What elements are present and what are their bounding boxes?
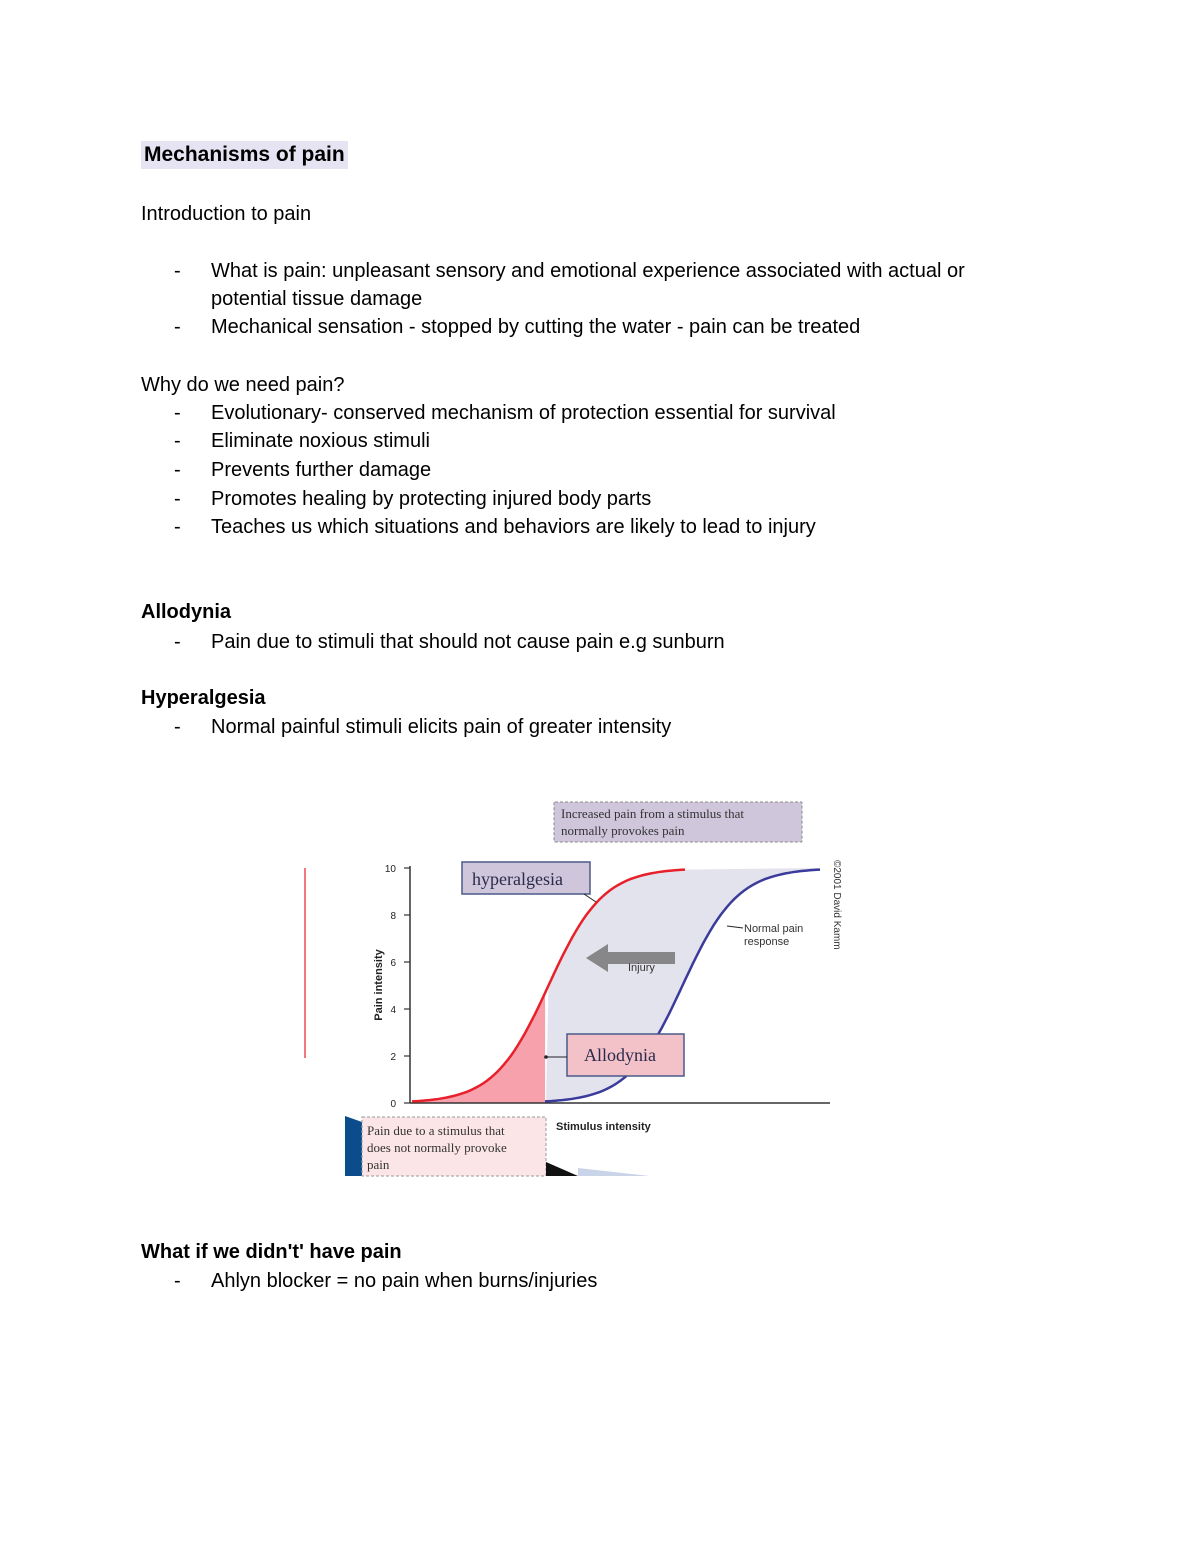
leader-line [727,926,743,928]
allodynia-label: Allodynia [584,1045,656,1065]
copyright: ©2001 David Kamm [831,860,842,950]
callout-bottom-line-1: Pain due to a stimulus that [367,1123,505,1138]
y-tick-label: 0 [390,1099,396,1110]
bullet-dash: - [174,1270,181,1292]
light-wedge [578,1168,650,1176]
injury-label: Injury [628,962,655,974]
normal-label-line-2: response [744,936,790,948]
bullet-dash: - [174,402,181,424]
y-ticks [385,864,410,1110]
list-item: Teaches us which situations and behaviors are likely to lead to injury [211,516,816,538]
bullet-dash: - [174,459,181,481]
y-tick-label: 2 [390,1052,396,1063]
x-axis-title: Stimulus intensity [556,1121,651,1133]
callout-bottom-line-2: does not normally provoke [367,1140,507,1155]
y-tick-label: 4 [390,1005,396,1016]
list-item: Evolutionary- conserved mechanism of protection essential for survival [211,402,836,424]
list-item: potential tissue damage [211,288,423,310]
intro-heading: Introduction to pain [141,203,312,225]
page-title: Mechanisms of pain [141,141,348,169]
bullet-dash: - [174,631,181,653]
list-item: Mechanical sensation - stopped by cutting the water - pain can be treated [211,316,861,338]
hyperalgesia-label: hyperalgesia [472,869,563,889]
bullet-dash: - [174,516,181,538]
dark-wedge [546,1162,578,1176]
list-item: Ahlyn blocker = no pain when burns/injuries [211,1270,598,1292]
pain-response-figure [290,790,860,1185]
callout-top-line-2: normally provokes pain [561,823,685,838]
list-item: Promotes healing by protecting injured body parts [211,488,652,510]
y-axis-title: Pain intensity [373,949,385,1021]
bullet-dash: - [174,316,181,338]
bullet-dash: - [174,260,181,282]
list-item: Eliminate noxious stimuli [211,430,430,452]
leader-line [584,894,596,902]
list-item: What is pain: unpleasant sensory and emotional experience associated with actual or [211,260,965,282]
allodynia-heading: Allodynia [141,601,232,623]
hyperalgesia-heading: Hyperalgesia [141,687,266,709]
nopain-heading: What if we didn't' have pain [141,1241,402,1263]
bullet-dash: - [174,716,181,738]
list-item: Prevents further damage [211,459,432,481]
list-item: Normal painful stimuli elicits pain of greater intensity [211,716,672,738]
callout-top-line-1: Increased pain from a stimulus that [561,806,745,821]
why-heading: Why do we need pain? [141,374,345,396]
y-tick-label: 6 [390,958,396,969]
callout-bottom-line-3: pain [367,1157,390,1172]
normal-label-line-1: Normal pain [744,923,804,935]
bullet-dash: - [174,488,181,510]
list-item: Pain due to stimuli that should not cause pain e.g sunburn [211,631,725,653]
y-tick-label: 8 [390,911,396,922]
dark-blue-bar [345,1116,362,1176]
y-tick-label: 10 [384,864,396,875]
bullet-dash: - [174,430,181,452]
